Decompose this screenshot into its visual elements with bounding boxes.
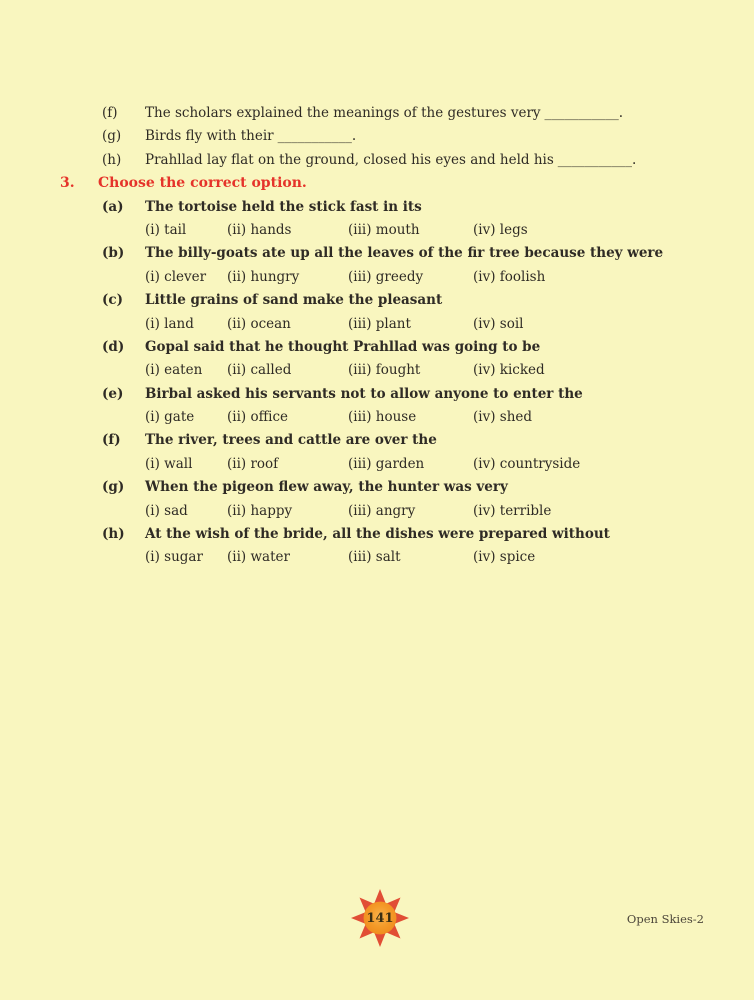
option-item: (ii) called [227, 362, 292, 379]
question-statement-row [102, 523, 754, 546]
options-row [145, 453, 754, 476]
fill-in-text: Birds fly with their [145, 128, 274, 145]
question-label: (g) [102, 479, 125, 496]
blank-line: ___________ [277, 128, 352, 145]
fill-in-label: (f) [102, 105, 118, 121]
question-label: (b) [102, 245, 125, 262]
question-statement: Little grains of sand make the pleasant [145, 292, 443, 309]
section-number: 3. [60, 175, 75, 192]
option-item: (i) sad [145, 502, 188, 519]
option-item: (ii) happy [227, 502, 293, 519]
options-row [145, 359, 754, 382]
question-statement-row [102, 242, 754, 265]
option-item: (iii) garden [348, 455, 425, 472]
option-item: (i) clever [145, 268, 207, 285]
page-number-badge [351, 888, 409, 948]
question-statement-row [102, 476, 754, 499]
option-item: (ii) hands [227, 221, 292, 238]
option-item: (i) tail [145, 221, 187, 238]
question-label: (c) [102, 292, 123, 309]
options-row [145, 266, 754, 289]
question-statement: At the wish of the bride, all the dishes were prepared without [145, 526, 610, 543]
options-row [145, 546, 754, 569]
question-label: (d) [102, 338, 125, 355]
fill-in-label: (g) [102, 128, 122, 145]
page-content [0, 102, 754, 570]
page-number: 141 [366, 910, 394, 926]
option-item: (i) wall [145, 455, 193, 472]
option-item: (i) gate [145, 409, 195, 426]
fill-in-suffix: . [351, 128, 357, 145]
option-item: (iii) salt [348, 549, 401, 566]
option-item: (iv) legs [473, 221, 528, 238]
blank-line: ___________ [544, 105, 619, 121]
option-item: (iii) house [348, 409, 417, 426]
option-item: (i) land [145, 315, 194, 332]
fill-in-item [102, 102, 754, 125]
options-row [145, 406, 754, 429]
question-label: (f) [102, 432, 121, 449]
option-item: (iv) foolish [473, 268, 546, 285]
option-item: (iv) shed [473, 409, 533, 426]
question-statement-row [102, 289, 754, 312]
question-statement-row [102, 429, 754, 452]
option-item: (iv) soil [473, 315, 524, 332]
fill-in-item [102, 125, 754, 148]
option-item: (i) sugar [145, 549, 203, 566]
option-item: (i) eaten [145, 362, 203, 379]
option-item: (ii) hungry [227, 268, 300, 285]
options-row [145, 219, 754, 242]
question-statement: When the pigeon flew away, the hunter was very [145, 479, 508, 496]
fill-in-text: The scholars explained the meanings of the gestures very [145, 105, 541, 121]
fill-in-text: Prahllad lay flat on the ground, closed his eyes and held his [145, 151, 554, 168]
question-label: (e) [102, 385, 124, 402]
blank-line: ___________ [557, 151, 633, 168]
option-item: (iii) fought [348, 362, 421, 379]
section-heading [60, 172, 754, 195]
option-item: (ii) roof [227, 455, 279, 472]
question-label: (h) [102, 526, 125, 543]
question-statement: The river, trees and cattle are over the [145, 432, 437, 449]
fill-in-label: (h) [102, 151, 122, 168]
fill-in-suffix: . [618, 105, 624, 121]
option-item: (iv) kicked [473, 362, 545, 379]
question-statement: Gopal said that he thought Prahllad was going to be [145, 338, 541, 355]
question-statement-row [102, 196, 754, 219]
section-title: Choose the correct option. [98, 175, 307, 192]
fill-in-suffix: . [632, 151, 637, 168]
question-label: (a) [102, 198, 124, 215]
option-item: (iii) mouth [348, 221, 420, 238]
option-item: (iii) angry [348, 502, 416, 519]
option-item: (iv) spice [473, 549, 536, 566]
book-title: Open Skies-2 [626, 912, 704, 926]
option-item: (ii) office [227, 409, 289, 426]
question-statement: Birbal asked his servants not to allow anyone to enter the [145, 385, 583, 402]
option-item: (iii) greedy [348, 268, 424, 285]
question-statement-row [102, 383, 754, 406]
option-item: (iv) countryside [473, 455, 581, 472]
option-item: (iii) plant [348, 315, 411, 332]
option-item: (ii) ocean [227, 315, 291, 332]
question-statement-row [102, 336, 754, 359]
question-statement: The tortoise held the stick fast in its [145, 198, 422, 215]
options-row [145, 313, 754, 336]
question-statement: The billy-goats ate up all the leaves of the fir tree because they were [145, 245, 664, 262]
options-row [145, 500, 754, 523]
option-item: (iv) terrible [473, 502, 552, 519]
option-item: (ii) water [227, 549, 290, 566]
fill-in-item [102, 149, 754, 172]
